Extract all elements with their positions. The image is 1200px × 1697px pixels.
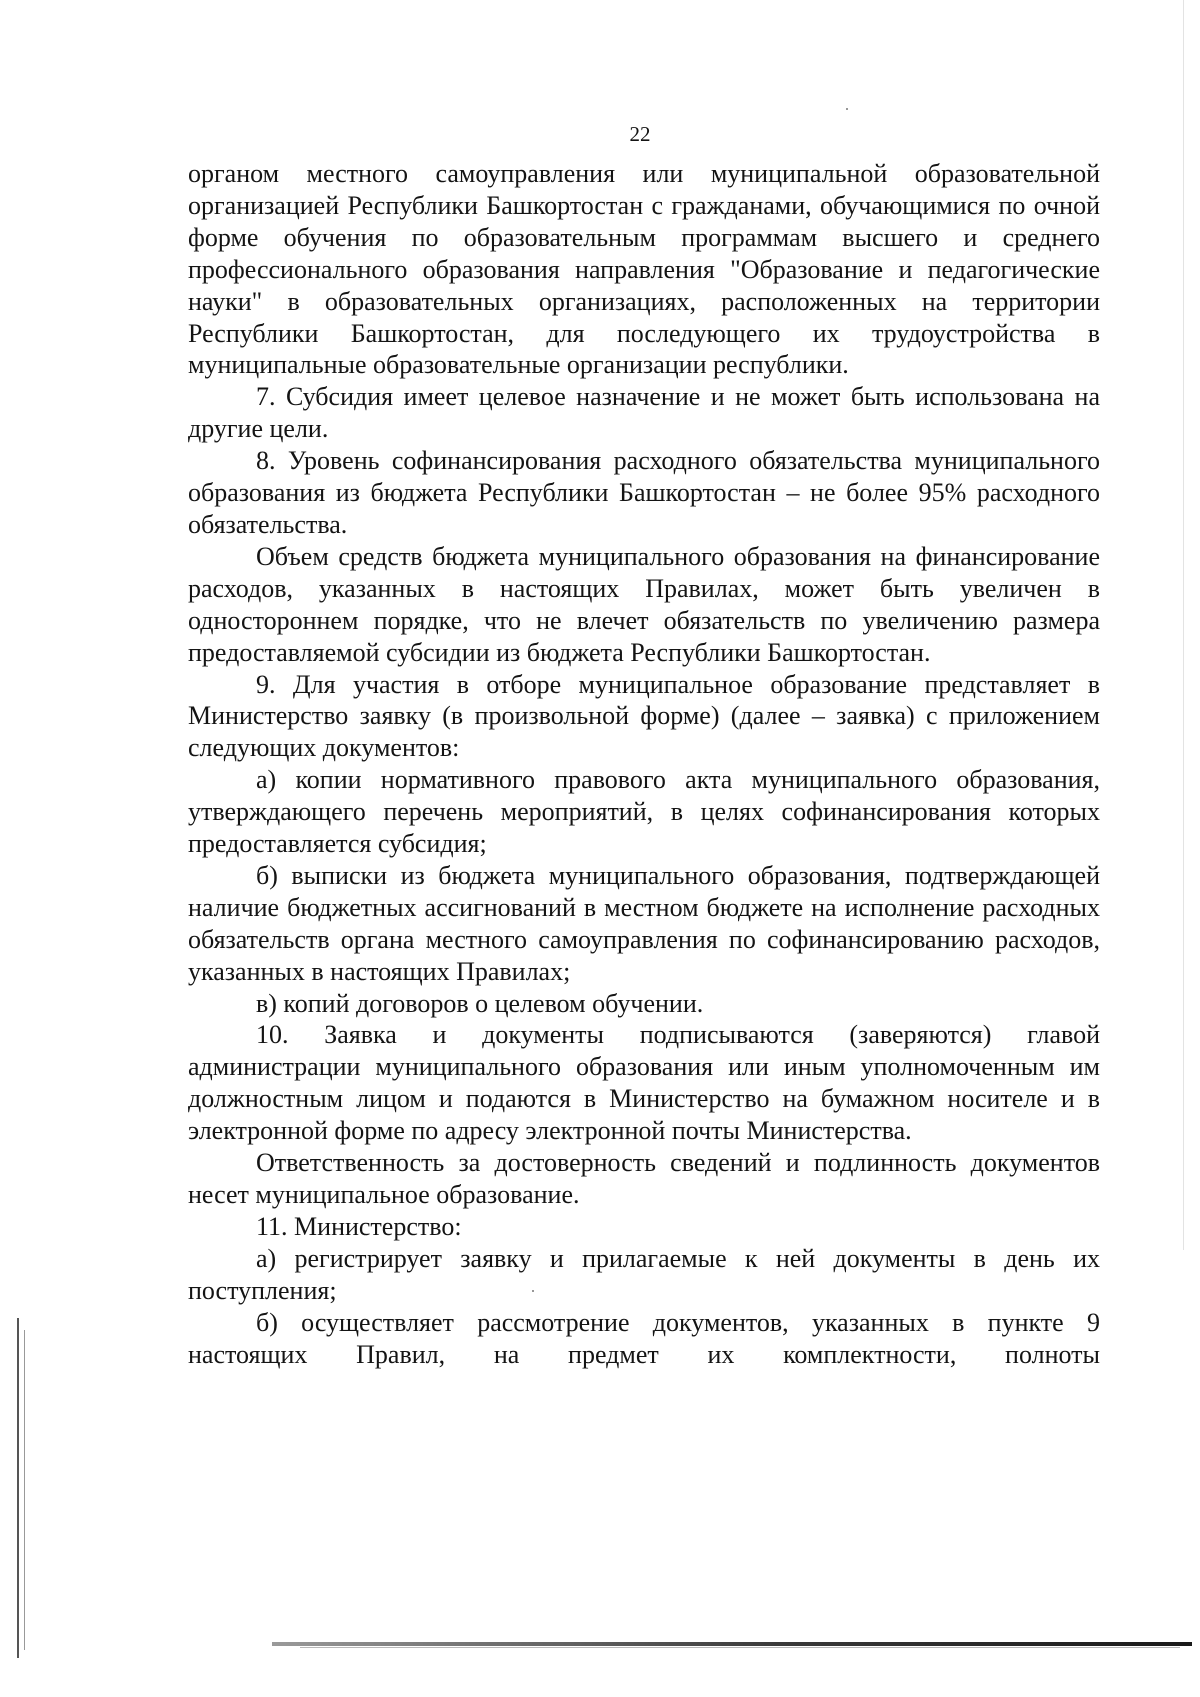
scan-bottom-rule-shadow bbox=[300, 1647, 1180, 1648]
paragraph-continuation: органом местного самоуправления или муниципальной образовательной организацией Республики Башкортостан с гражданами, обучающимися по очной форме обучения по образовательным программам высшего и среднего профессионального образования направления "Образование и педагогические науки" в образовательных организациях, расположенных на территории Республики Башкортостан, для последующего их трудоустройства в муниципальные образовательные организации республики. bbox=[188, 159, 1100, 380]
paragraph-item-9-a: а) копии нормативного правового акта муниципального образования, утверждающего перечень мероприятий, в целях софинансирования которых предоставляется субсидия; bbox=[188, 765, 1100, 859]
scan-left-edge-inner bbox=[24, 1330, 25, 1650]
paragraph-item-9-b: б) выписки из бюджета муниципального образования, подтверждающей наличие бюджетных ассигнований в местном бюджете на исполнение расходных обязательств органа местного самоуправления по софинансированию расходов, указанных в настоящих Правилах; bbox=[188, 860, 1100, 986]
paragraph-item-11: 11. Министерство: bbox=[256, 1211, 462, 1241]
paragraph-funding-volume: Объем средств бюджета муниципального образования на финансирование расходов, указанных в настоящих Правилах, может быть увеличен в одностороннем порядке, что не влечет обязательств по увеличению размера предоставляемой субсидии из бюджета Республики Башкортостан. bbox=[188, 541, 1100, 667]
paragraph-item-7: 7. Субсидия имеет целевое назначение и не может быть использована на другие цели. bbox=[188, 382, 1100, 444]
scan-left-edge bbox=[17, 1318, 19, 1658]
scan-right-edge bbox=[1183, 0, 1184, 1250]
paragraph-responsibility: Ответственность за достоверность сведений и подлинность документов несет муниципальное образование. bbox=[188, 1148, 1100, 1209]
paragraph-item-11-b: б) осуществляет рассмотрение документов, указанных в пункте 9 настоящих Правил, на предмет их комплектности, полноты bbox=[188, 1307, 1100, 1369]
paragraph-item-9: 9. Для участия в отборе муниципальное образование представляет в Министерство заявку (в произвольной форме) (далее – заявка) с приложением следующих документов: bbox=[188, 669, 1100, 763]
page-number: 22 bbox=[629, 122, 651, 146]
paragraph-item-11-a: а) регистрирует заявку и прилагаемые к ней документы в день их поступления; bbox=[188, 1243, 1100, 1305]
paragraph-item-10: 10. Заявка и документы подписываются (заверяются) главой администрации муниципального образования или иным уполномоченным им должностным лицом и подаются в Министерство на бумажном носителе и в электронной форме по адресу электронной почты Министерства. bbox=[188, 1020, 1100, 1146]
paragraph-item-8: 8. Уровень софинансирования расходного обязательства муниципального образования из бюджета Республики Башкортостан – не более 95% расходного обязательства. bbox=[188, 446, 1100, 539]
paragraph-item-9-v: в) копий договоров о целевом обучении. bbox=[256, 988, 704, 1018]
document-body bbox=[188, 158, 1100, 1370]
scan-bottom-rule bbox=[272, 1642, 1192, 1646]
scan-speck bbox=[846, 108, 848, 110]
